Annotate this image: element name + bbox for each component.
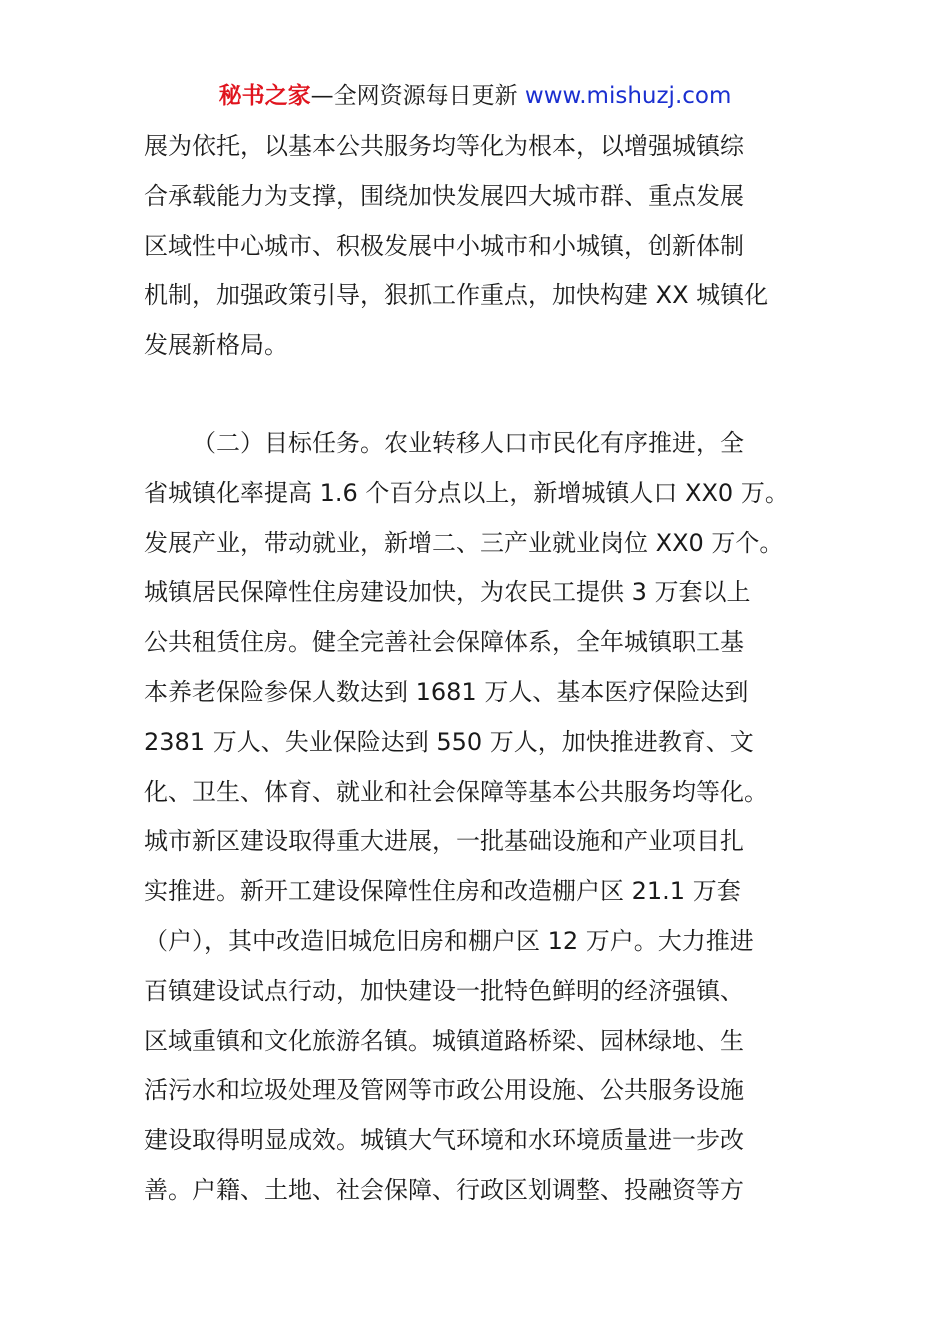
paragraph-goals: [144, 419, 824, 1216]
text-line: 百镇建设试点行动，加快建设一批特色鲜明的经济强镇、: [144, 976, 744, 1005]
header-tagline: —全网资源每日更新: [310, 83, 518, 109]
text-line: 机制，加强政策引导，狠抓工作重点，加快构建 XX 城镇化: [144, 281, 769, 310]
text-line: 2381 万人、失业保险达到 550 万人，加快推进教育、文: [144, 727, 754, 756]
text-line: 善。户籍、土地、社会保障、行政区划调整、投融资等方: [144, 1175, 744, 1204]
text-line: 区域重镇和文化旅游名镇。城镇道路桥梁、园林绿地、生: [144, 1026, 744, 1055]
text-line: （二）目标任务。农业转移人口市民化有序推进，全: [192, 429, 744, 457]
text-line: 城镇居民保障性住房建设加快，为农民工提供 3 万套以上: [144, 578, 751, 607]
text-line: 本养老保险参保人数达到 1681 万人、基本医疗保险达到: [144, 677, 749, 706]
text-line: 发展新格局。: [144, 331, 288, 360]
site-header: [0, 80, 950, 112]
text-line: 城市新区建设取得重大进展，一批基础设施和产业项目扎: [144, 827, 744, 856]
paragraph-continued: [144, 122, 824, 371]
text-line: 活污水和垃圾处理及管网等市政公用设施、公共服务设施: [144, 1076, 744, 1105]
text-line: 展为依托，以基本公共服务均等化为根本，以增强城镇综: [144, 132, 744, 160]
text-line: 建设取得明显成效。城镇大气环境和水环境质量进一步改: [144, 1126, 744, 1155]
text-line: （户），其中改造旧城危旧房和棚户区 12 万户。大力推进: [144, 926, 754, 955]
text-line: 化、卫生、体育、就业和社会保障等基本公共服务均等化。: [144, 777, 768, 806]
text-line: 区域性中心城市、积极发展中小城市和小城镇，创新体制: [144, 231, 744, 260]
text-line: 实推进。新开工建设保障性住房和改造棚户区 21.1 万套: [144, 877, 741, 906]
text-line: 发展产业，带动就业，新增二、三产业就业岗位 XX0 万个。: [144, 528, 784, 557]
text-line: 合承载能力为支撑，围绕加快发展四大城市群、重点发展: [144, 181, 744, 210]
site-url-link[interactable]: www.mishuzj.com: [524, 83, 732, 109]
text-line: 公共租赁住房。健全完善社会保障体系，全年城镇职工基: [144, 628, 744, 657]
brand-name: 秘书之家: [218, 83, 311, 109]
text-line: 省城镇化率提高 1.6 个百分点以上，新增城镇人口 XX0 万。: [144, 478, 789, 507]
